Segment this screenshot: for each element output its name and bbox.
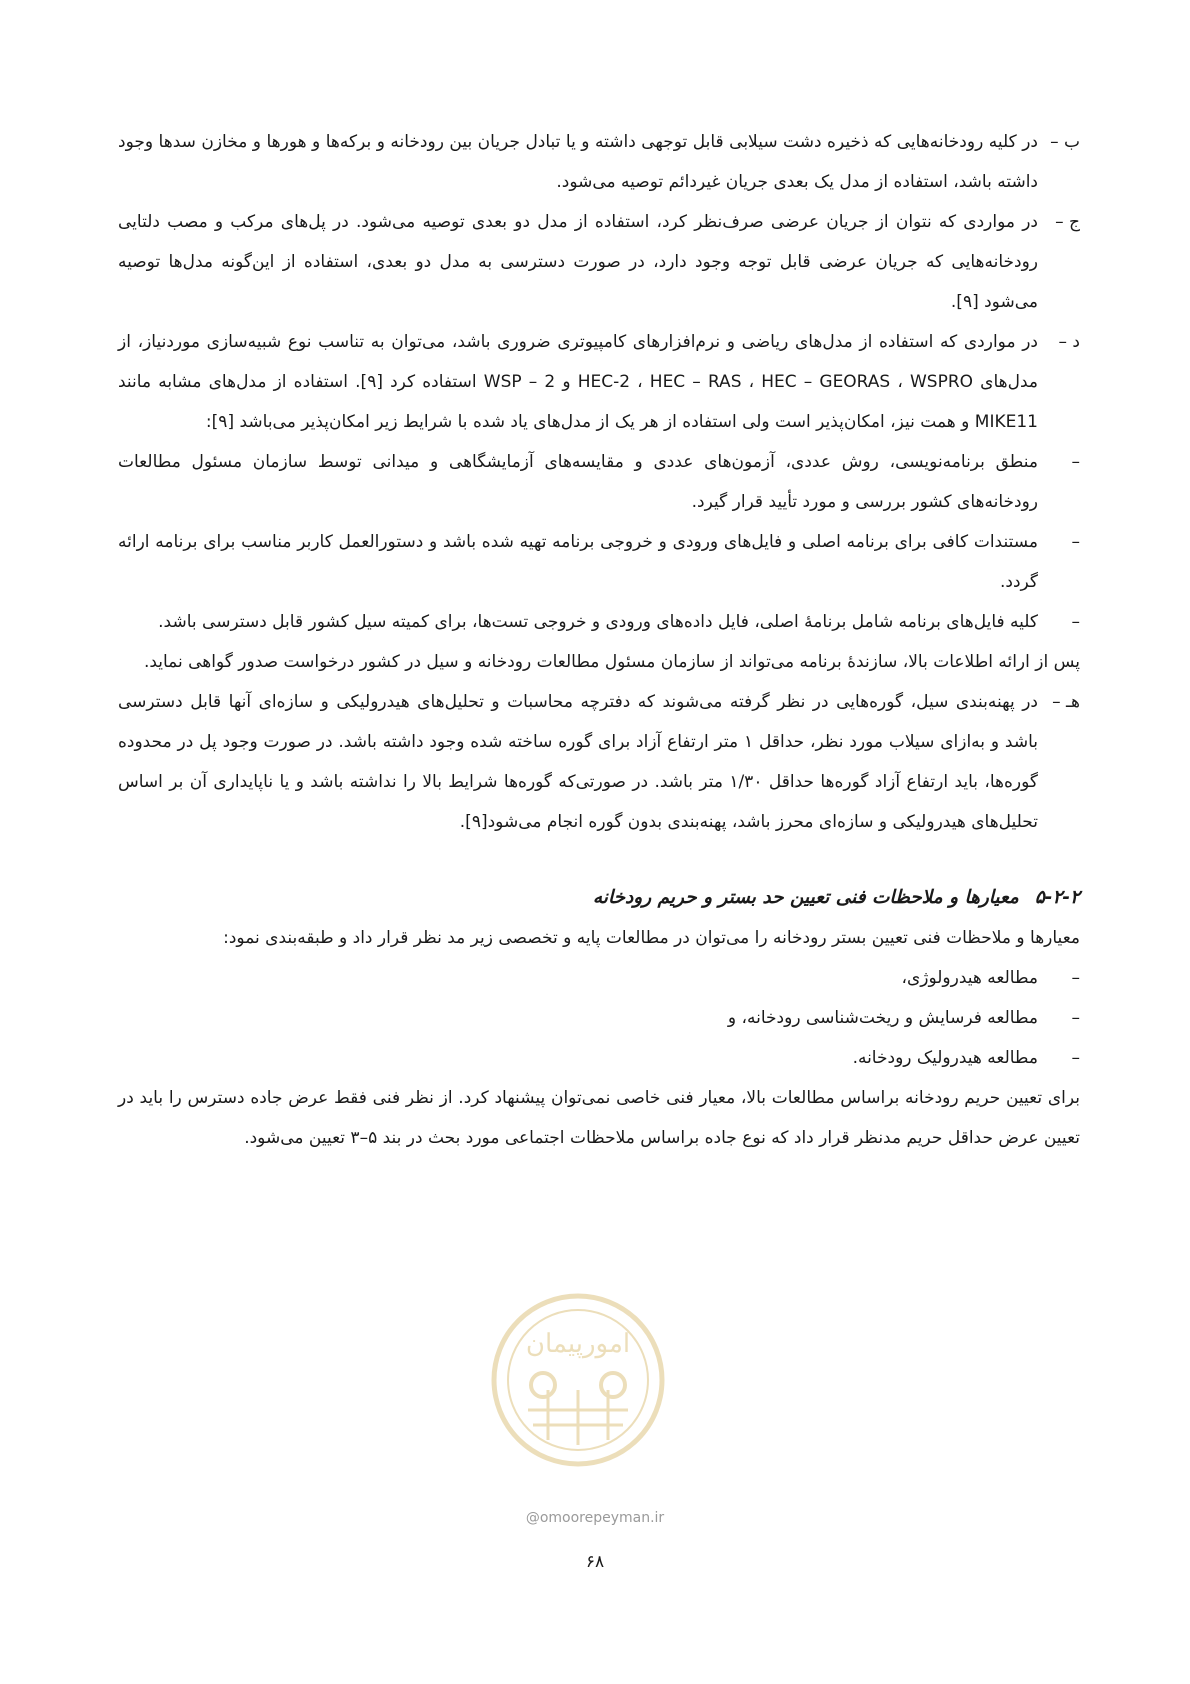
bullet-item [118, 998, 1080, 1038]
item-text: در مواردی که استفاده از مدل‌های ریاضی و نرم‌افزارهای کامپیوتری ضروری باشد، می‌توان به تناسب نوع شبیه‌سازی موردنیاز، از مدل‌های HEC-2 ، HEC – RAS ، HEC – GEORAS ، WSPRO و WSP – 2 استفاده کرد [۹]. استفاده از مدل‌های مشابه مانند MIKE11 و همت نیز، امکان‌پذیر است ولی استفاده از هر یک از مدل‌های یاد شده با شرایط زیر امکان‌پذیر می‌باشد [۹]: [118, 332, 1038, 432]
item-marker: ب – [1050, 132, 1080, 152]
list-item-j [118, 202, 1080, 322]
item-text: مستندات کافی برای برنامه اصلی و فایل‌های ورودی و خروجی برنامه تهیه شده باشد و دستورالعمل کاربر مناسب برای برنامه ارائه گردد. [118, 532, 1038, 592]
watermark-url: @omoorepeyman.ir [525, 1510, 665, 1526]
item-marker: هـ – [1052, 692, 1080, 712]
item-marker: ج – [1055, 212, 1080, 232]
bullet-text: مطالعه هیدرولوژی، [901, 968, 1038, 988]
watermark-logo-text: امورپیمان [525, 1329, 631, 1359]
condition-item [118, 442, 1080, 522]
item-text: کلیه فایل‌های برنامه شامل برنامهٔ اصلی، فایل داده‌های ورودی و خروجی تست‌ها، برای کمیته سیل کشور قابل دسترسی باشد. [158, 612, 1038, 632]
list-item-b [118, 122, 1080, 202]
bullet-item [118, 958, 1080, 998]
condition-item [118, 522, 1080, 602]
section-number: ۵-۲-۲ [1034, 887, 1080, 908]
section-title: معیارها و ملاحظات فنی تعیین حد بستر و حریم رودخانه [592, 887, 1019, 908]
item-text: منطق برنامه‌نویسی، روش عددی، آزمون‌های عددی و مقایسه‌های آزمایشگاهی و میدانی توسط سازمان مسئول مطالعات رودخانه‌های کشور بررسی و مورد تأیید قرار گیرد. [118, 452, 1038, 512]
bullet-text: مطالعه هیدرولیک رودخانه. [852, 1048, 1038, 1068]
list-item-d [118, 322, 1080, 442]
section-intro: معیارها و ملاحظات فنی تعیین بستر رودخانه را می‌توان در مطالعات پایه و تخصصی زیر مد نظر قرار داد و طبقه‌بندی نمود: [223, 928, 1080, 948]
paragraph-after-list: پس از ارائه اطلاعات بالا، سازندهٔ برنامه می‌تواند از سازمان مسئول مطالعات رودخانه و سیل در کشور درخواست صدور گواهی نماید. [143, 652, 1080, 672]
bullet-text: مطالعه فرسایش و ریخت‌شناسی رودخانه، و [727, 1008, 1038, 1028]
bullet-marker: – [1071, 1048, 1080, 1068]
item-marker: – [1071, 452, 1080, 472]
item-marker: – [1071, 612, 1080, 632]
item-marker: – [1071, 532, 1080, 552]
section-heading [118, 878, 1080, 918]
page-number: ۶۸ [585, 1552, 605, 1572]
bullet-item [118, 1038, 1080, 1078]
section-closing: برای تعیین حریم رودخانه براساس مطالعات بالا، معیار فنی خاصی نمی‌توان پیشنهاد کرد. از نظر فنی فقط عرض جاده دسترس را باید در تعیین عرض حداقل حریم مدنظر قرار داد که نوع جاده براساس ملاحظات اجتماعی مورد بحث در بند ۵–۳ تعیین می‌شود. [118, 1088, 1080, 1148]
item-text: در مواردی که نتوان از جریان عرضی صرف‌نظر کرد، استفاده از مدل دو بعدی توصیه می‌شود. در پل‌های مرکب و مصب دلتایی رودخانه‌هایی که جریان عرضی قابل توجه وجود دارد، در صورت دسترسی به مدل دو بعدی، استفاده از این‌گونه مدل‌ها توصیه می‌شود [۹]. [118, 212, 1038, 312]
document-body [118, 122, 1080, 1158]
item-text: در کلیه رودخانه‌هایی که ذخیره دشت سیلابی قابل توجهی داشته و یا تبادل جریان بین رودخانه و برکه‌ها و هورها و مخازن سدها وجود داشته باشد، استفاده از مدل یک بعدی جریان غیردائم توصیه می‌شود. [118, 132, 1038, 192]
list-item-he [118, 682, 1080, 842]
condition-item [118, 602, 1080, 642]
bullet-marker: – [1071, 1008, 1080, 1028]
item-text: در پهنه‌بندی سیل، گوره‌هایی در نظر گرفته می‌شوند که دفترچه محاسبات و تحلیل‌های هیدرولیکی و سازه‌ای آنها قابل دسترسی باشد و به‌ازای سیلاب مورد نظر، حداقل ۱ متر ارتفاع آزاد برای گوره ساخته شده وجود داشته باشد. در صورت وجود پل در محدوده گوره‌ها، باید ارتفاع آزاد گوره‌ها حداقل ۱/۳۰ متر باشد. در صورتی‌که گوره‌ها شرایط بالا را نداشته باشد و یا ناپایداری آن بر اساس تحلیل‌های هیدرولیکی و سازه‌ای محرز باشد، پهنه‌بندی بدون گوره انجام می‌شود[۹]. [118, 692, 1039, 832]
watermark-logo-icon [488, 1290, 668, 1470]
item-marker: د – [1058, 332, 1080, 352]
bullet-marker: – [1071, 968, 1080, 988]
